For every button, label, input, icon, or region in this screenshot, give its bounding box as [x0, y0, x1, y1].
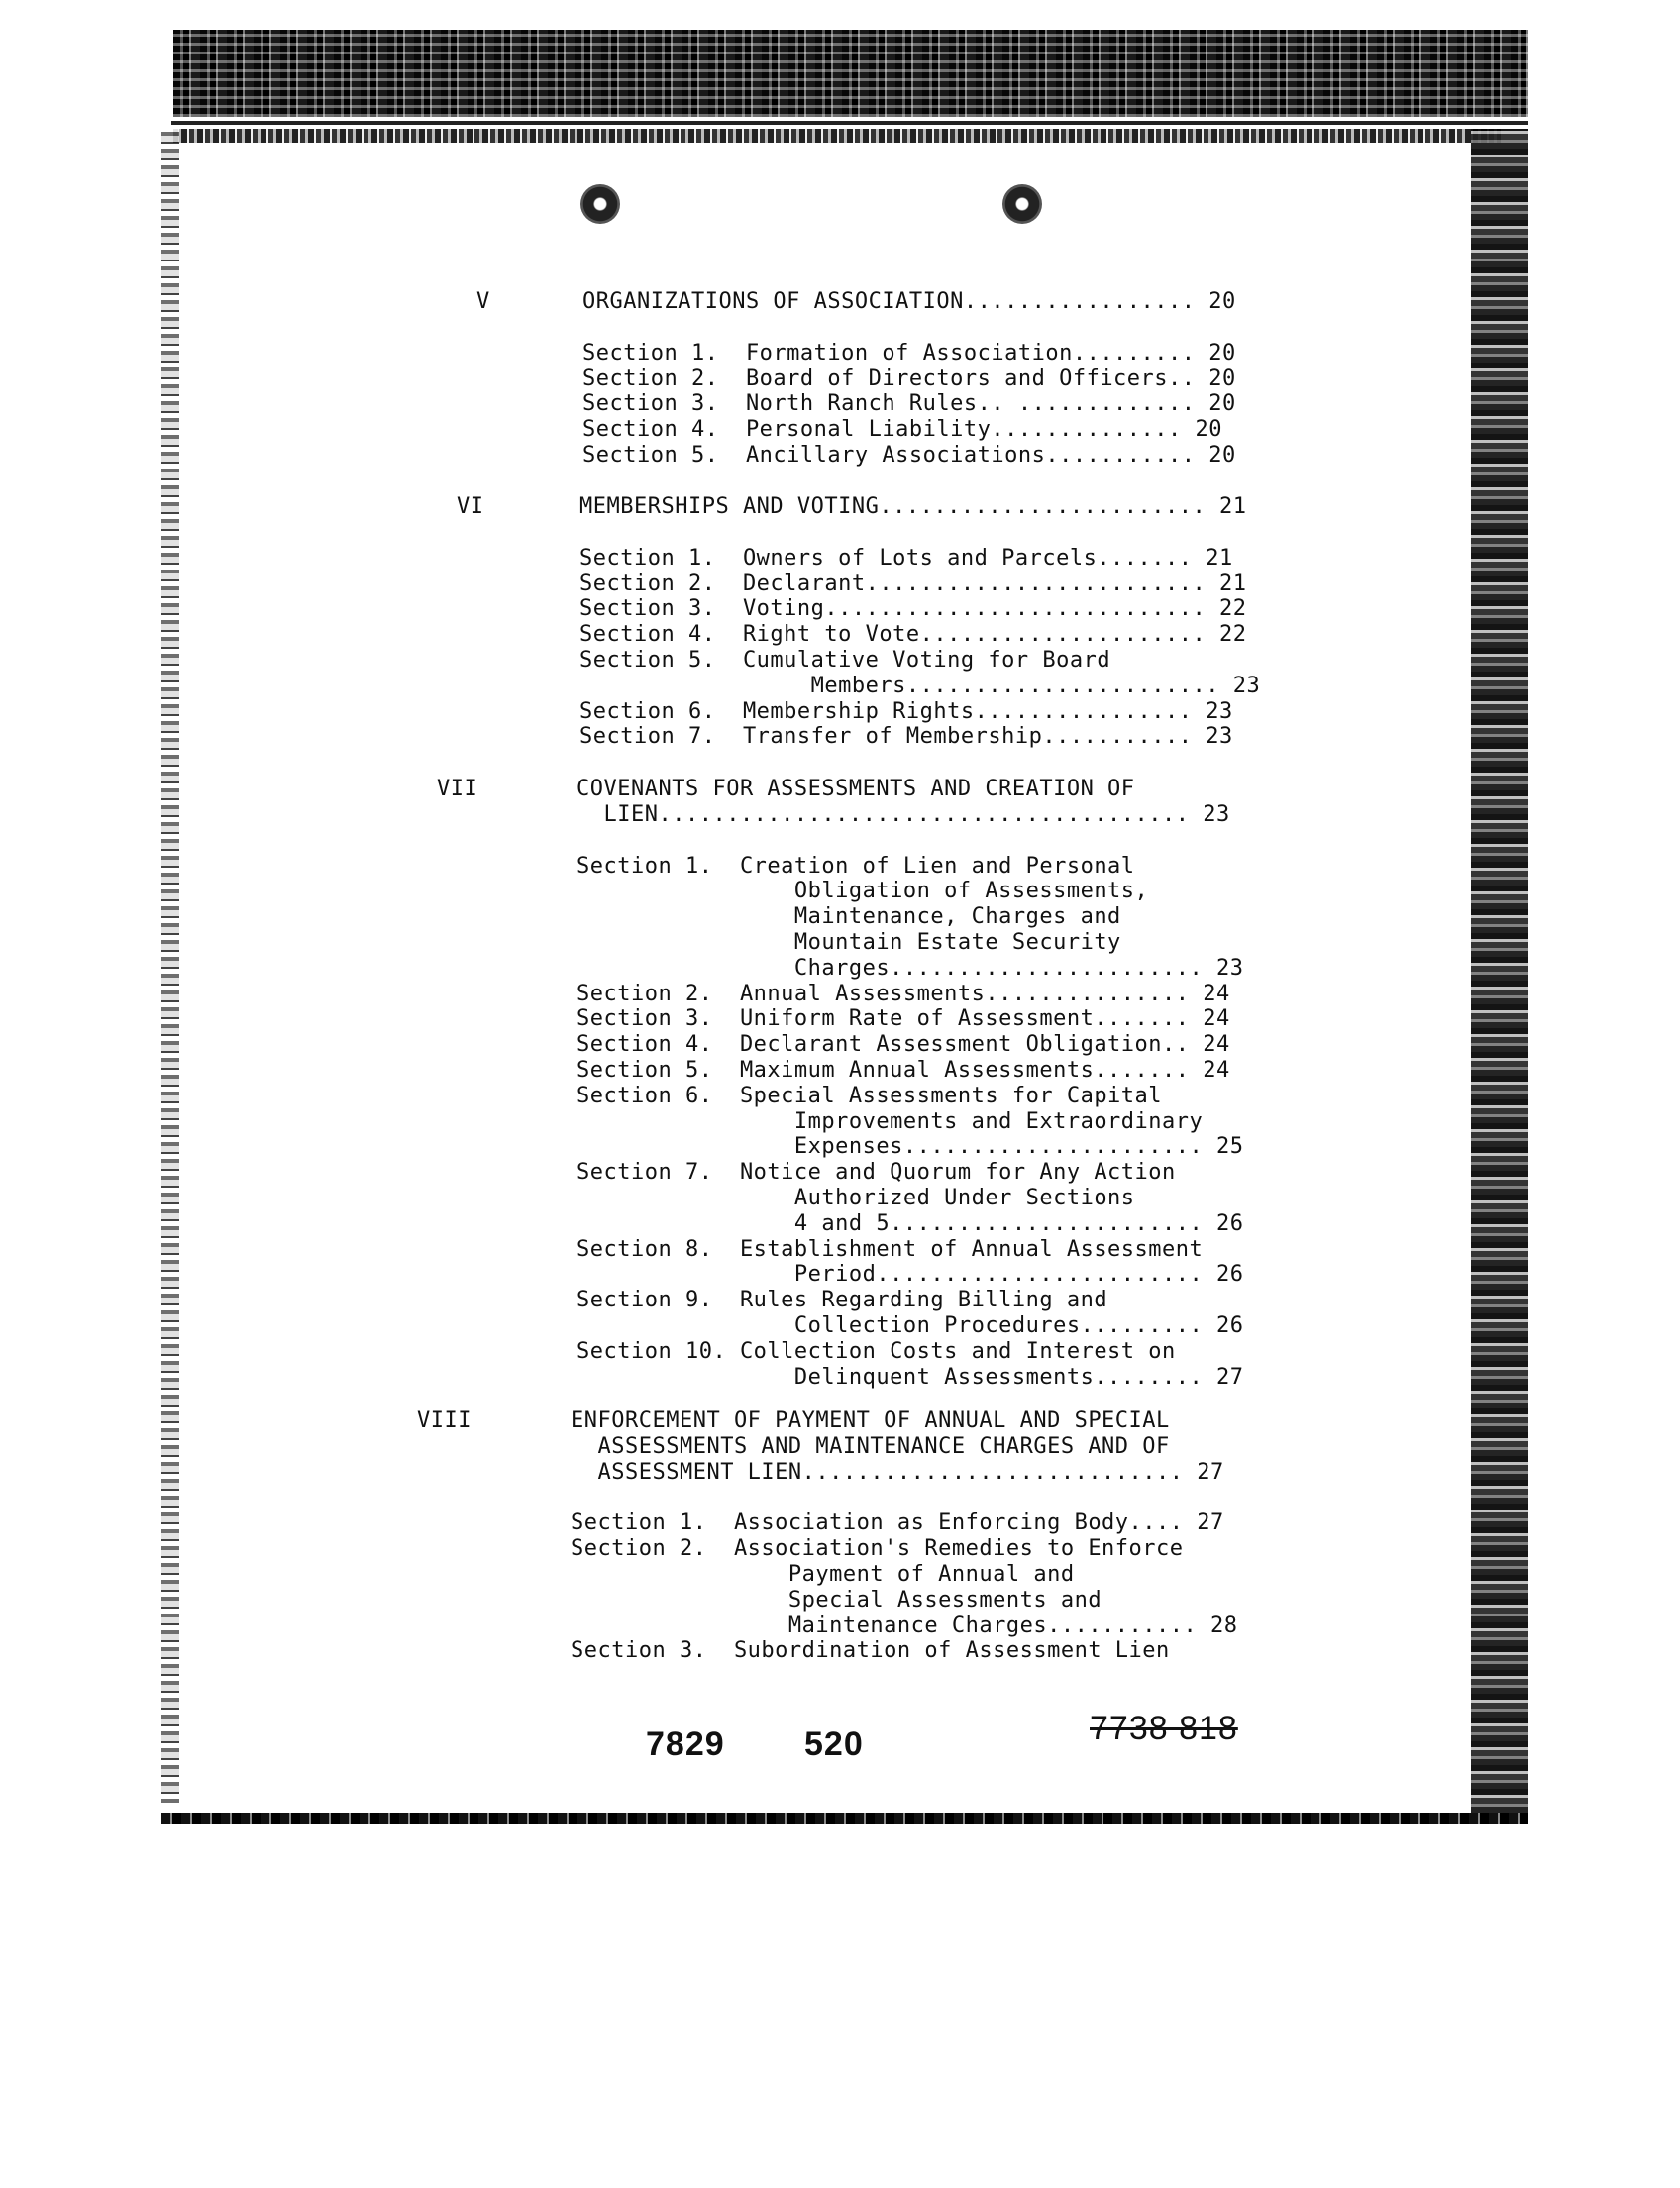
toc-section-line: Section 3. Uniform Rate of Assessment....... 24: [577, 1006, 1230, 1032]
toc-section-line: Section 3. Voting............................ 22: [579, 596, 1247, 622]
toc-section-line: Section 7. Transfer of Membership........... 23: [579, 724, 1233, 750]
toc-section-line: Payment of Annual and: [571, 1562, 1075, 1587]
toc-section-line: Section 8. Establishment of Annual Assessment: [577, 1236, 1204, 1262]
chapter-numeral: VI: [457, 494, 484, 519]
toc-section-line: Mountain Estate Security: [577, 930, 1121, 955]
chapter-title: COVENANTS FOR ASSESSMENTS AND CREATION OF: [577, 777, 1135, 801]
toc-section-line: Members....................... 23: [579, 673, 1261, 698]
toc-section-line: Maintenance Charges........... 28: [571, 1613, 1238, 1638]
toc-section-line: Section 4. Right to Vote..................... 22: [579, 622, 1247, 648]
chapter-title: ORGANIZATIONS OF ASSOCIATION................. 20: [582, 289, 1236, 314]
toc-section-line: Charges....................... 23: [577, 955, 1244, 981]
chapter-numeral: VII: [437, 777, 478, 801]
chapter-title: MEMBERSHIPS AND VOTING........................ 21: [579, 494, 1247, 519]
toc-section-line: Section 4. Declarant Assessment Obligation.. 24: [577, 1032, 1230, 1058]
toc-section-line: Collection Procedures......... 26: [577, 1313, 1244, 1338]
toc-section-line: Section 2. Declarant......................... 21: [579, 571, 1247, 596]
toc-section-line: Section 5. Cumulative Voting for Board: [579, 648, 1111, 673]
page-number: 520: [804, 1725, 864, 1763]
toc-section-line: Section 9. Rules Regarding Billing and: [577, 1288, 1108, 1313]
toc-section-line: Section 1. Creation of Lien and Personal: [577, 853, 1135, 879]
toc-section-line: Section 6. Special Assessments for Capital: [577, 1083, 1163, 1108]
toc-section-line: Section 2. Board of Directors and Officers.. 20: [582, 365, 1236, 391]
struck-reference-number: 7738 818: [1090, 1710, 1238, 1747]
chapter-title: LIEN....................................... 23: [577, 801, 1230, 827]
toc-section-line: Section 5. Maximum Annual Assessments....... 24: [577, 1058, 1230, 1083]
chapter-title: ASSESSMENT LIEN............................ 27: [571, 1459, 1224, 1485]
toc-section-line: Expenses...................... 25: [577, 1134, 1244, 1160]
chapter-numeral: V: [476, 289, 490, 314]
toc-section-line: Period........................ 26: [577, 1262, 1244, 1288]
toc-section-line: Section 3. North Ranch Rules.. ............. 20: [582, 391, 1236, 417]
toc-section-line: Delinquent Assessments........ 27: [577, 1364, 1244, 1390]
toc-section-line: Section 3. Subordination of Assessment Lien: [571, 1638, 1170, 1664]
toc-section-line: Section 4. Personal Liability.............. 20: [582, 417, 1223, 443]
toc-section-line: 4 and 5....................... 26: [577, 1210, 1244, 1236]
document-number: 7829: [646, 1725, 725, 1763]
toc-section-line: Section 1. Association as Enforcing Body.... 27: [571, 1511, 1224, 1536]
toc-section-line: Special Assessments and: [571, 1587, 1102, 1613]
toc-section-line: Improvements and Extraordinary: [577, 1108, 1204, 1134]
toc-section-line: Section 5. Ancillary Associations........... 20: [582, 443, 1236, 468]
toc-section-line: Obligation of Assessments,: [577, 879, 1149, 904]
chapter-title: ASSESSMENTS AND MAINTENANCE CHARGES AND OF: [571, 1433, 1170, 1459]
toc-section-line: Section 10. Collection Costs and Interest on: [577, 1338, 1176, 1364]
toc-section-line: Section 7. Notice and Quorum for Any Action: [577, 1160, 1176, 1186]
toc-section-line: Section 2. Annual Assessments............... 24: [577, 981, 1230, 1006]
toc-section-line: Section 1. Formation of Association......... 20: [582, 340, 1236, 365]
toc-section-line: Section 6. Membership Rights................ 23: [579, 698, 1233, 724]
toc-section-line: Authorized Under Sections: [577, 1186, 1135, 1210]
chapter-numeral: VIII: [417, 1408, 472, 1433]
toc-section-line: Section 1. Owners of Lots and Parcels....... 21: [579, 545, 1233, 571]
chapter-title: ENFORCEMENT OF PAYMENT OF ANNUAL AND SPECIAL: [571, 1408, 1170, 1433]
toc-section-line: Section 2. Association's Remedies to Enforce: [571, 1536, 1184, 1562]
toc-section-line: Maintenance, Charges and: [577, 904, 1121, 930]
